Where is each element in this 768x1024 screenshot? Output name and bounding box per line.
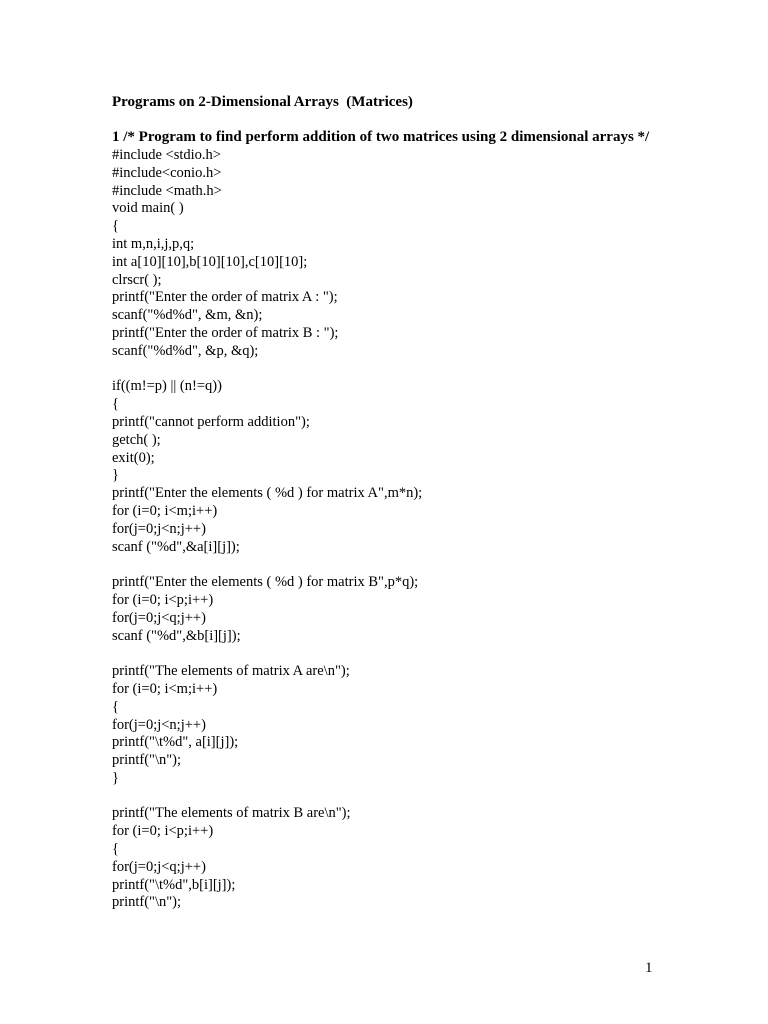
code-line: { [112, 698, 119, 715]
code-line [112, 361, 712, 379]
code-line: #include <stdio.h> [112, 147, 221, 163]
code-line: clrscr( ); [112, 271, 162, 288]
code-line: for(j=0;j<q;j++) [112, 858, 206, 875]
code-line: for (i=0; i<m;i++) [112, 680, 218, 697]
page-number: 1 [645, 960, 653, 976]
code-line: #include <math.h> [112, 182, 222, 199]
code-line: printf("\t%d",b[i][j]); [112, 876, 236, 893]
code-line: scanf("%d%d", &p, &q); [112, 342, 259, 359]
code-line: for (i=0; i<m;i++) [112, 502, 218, 519]
code-line: printf("cannot perform addition"); [112, 413, 310, 430]
code-line: exit(0); [112, 449, 155, 466]
code-line: scanf ("%d",&b[i][j]); [112, 627, 241, 644]
code-line: for(j=0;j<n;j++) [112, 520, 206, 537]
code-line: } [112, 769, 119, 786]
code-line: int m,n,i,j,p,q; [112, 235, 195, 252]
code-line [112, 788, 712, 806]
code-line: printf("\n"); [112, 752, 182, 769]
code-line: { [112, 218, 119, 235]
code-line: for (i=0; i<p;i++) [112, 823, 214, 840]
code-line: void main( ) [112, 200, 184, 217]
code-line: printf("Enter the order of matrix B : "); [112, 324, 339, 341]
code-line: scanf ("%d",&a[i][j]); [112, 538, 240, 555]
code-line: if((m!=p) || (n!=q)) [112, 378, 222, 395]
program-title: 1 /* Program to find perform addition of two matrices using 2 dimensional arrays */ [112, 129, 650, 145]
document-heading: Programs on 2-Dimensional Arrays (Matrices) [112, 94, 413, 110]
code-line: printf("The elements of matrix B are\n"); [112, 805, 351, 822]
code-line: { [112, 841, 119, 858]
code-line: for(j=0;j<n;j++) [112, 716, 206, 733]
code-line: printf("\t%d", a[i][j]); [112, 734, 239, 751]
code-line: int a[10][10],b[10][10],c[10][10]; [112, 253, 308, 270]
code-line [112, 556, 712, 574]
code-line: printf("\n"); [112, 894, 182, 911]
code-line [112, 645, 712, 663]
code-line: } [112, 467, 119, 484]
code-line: printf("Enter the order of matrix A : "); [112, 289, 338, 306]
code-block [112, 147, 712, 912]
code-line: printf("Enter the elements ( %d ) for matrix A",m*n); [112, 485, 423, 502]
code-line: #include<conio.h> [112, 164, 222, 181]
code-line: printf("The elements of matrix A are\n"); [112, 663, 350, 680]
code-line: printf("Enter the elements ( %d ) for matrix B",p*q); [112, 574, 419, 591]
code-line: scanf("%d%d", &m, &n); [112, 307, 263, 324]
code-line: getch( ); [112, 431, 161, 448]
code-line: { [112, 396, 119, 413]
code-line: for (i=0; i<p;i++) [112, 591, 214, 608]
code-line: for(j=0;j<q;j++) [112, 609, 206, 626]
